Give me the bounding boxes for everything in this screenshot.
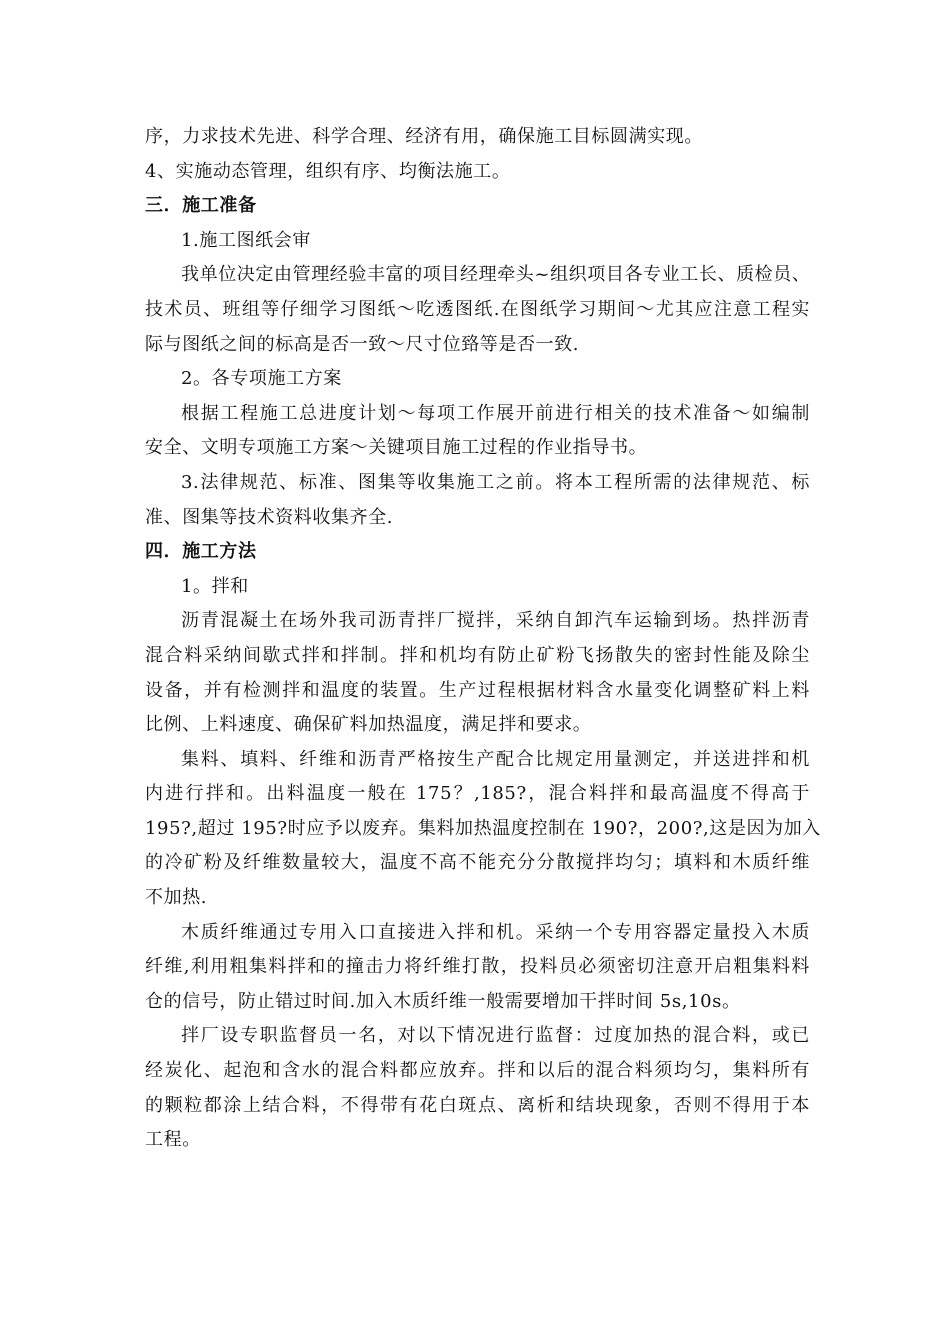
paragraph-line: 设备，并有检测拌和温度的装置。生产过程根据材料含水量变化调整矿料上料: [145, 679, 810, 701]
paragraph-line: 安全、文明专项施工方案～关键项目施工过程的作业指导书。: [145, 437, 648, 459]
paragraph-line: 际与图纸之间的标高是否一致～尺寸位臵等是否一致.: [145, 333, 580, 355]
paragraph-line: 工程。: [145, 1129, 201, 1151]
paragraph-line: 3.法律规范、标准、图集等收集施工之前。将本工程所需的法律规范、标: [181, 471, 810, 493]
paragraph-line: 集料、填料、纤维和沥青严格按生产配合比规定用量测定，并送进拌和机: [181, 748, 810, 770]
subsection-title: 2。各专项施工方案: [181, 368, 342, 390]
paragraph-line: 纤维,利用粗集料拌和的撞击力将纤维打散，投料员必须密切注意开启粗集料料: [145, 956, 810, 978]
paragraph-line: 沥青混凝土在场外我司沥青拌厂搅拌，采纳自卸汽车运输到场。热拌沥青: [181, 610, 810, 632]
paragraph-line: 仓的信号，防止错过时间.加入木质纤维一般需要增加干拌时间 5s,10s。: [145, 990, 741, 1012]
paragraph-line: 比例、上料速度、确保矿料加热温度，满足拌和要求。: [145, 714, 592, 736]
paragraph-line: 的冷矿粉及纤维数量较大，温度不高不能充分分散搅拌均匀；填料和木质纤维: [145, 852, 810, 874]
paragraph-line: 准、图集等技术资料收集齐全.: [145, 506, 394, 528]
subsection-title: 1.施工图纸会审: [181, 229, 311, 251]
paragraph-line: 根据工程施工总进度计划～每项工作展开前进行相关的技术准备～如编制: [181, 402, 810, 424]
paragraph-line: 195?,超过 195?时应予以废弃。集料加热温度控制在 190?，200?,这是因为加入: [145, 817, 821, 839]
paragraph-line: 内进行拌和。出料温度一般在 175？,185?，混合料拌和最高温度不得高于: [145, 783, 810, 805]
paragraph-line: 技术员、班组等仔细学习图纸～吃透图纸.在图纸学习期间～尤其应注意工程实: [145, 298, 810, 320]
section-heading: 四．施工方法: [145, 541, 257, 563]
paragraph-line: 木质纤维通过专用入口直接进入拌和机。采纳一个专用容器定量投入木质: [181, 921, 810, 943]
list-item: 4、实施动态管理，组织有序、均衡法施工。: [145, 160, 511, 182]
paragraph-line: 经炭化、起泡和含水的混合料都应放弃。拌和以后的混合料须均匀，集料所有: [145, 1060, 810, 1082]
paragraph-line: 的颗粒都涂上结合料，不得带有花白斑点、离析和结块现象，否则不得用于本: [145, 1094, 810, 1116]
paragraph-line: 序，力求技术先进、科学合理、经济有用，确保施工目标圆满实现。: [145, 126, 703, 147]
paragraph-line: 我单位决定由管理经验丰富的项目经理牵头~组织项目各专业工长、质检员、: [181, 264, 811, 286]
paragraph-line: 混合料采纳间歇式拌和拌制。拌和机均有防止矿粉飞扬散失的密封性能及除尘: [145, 644, 810, 666]
subsection-title: 1。拌和: [181, 575, 249, 597]
section-heading: 三．施工准备: [145, 195, 257, 217]
paragraph-line: 拌厂设专职监督员一名，对以下情况进行监督：过度加热的混合料，或已: [181, 1025, 810, 1047]
paragraph-line: 不加热.: [145, 887, 208, 909]
document-page: [145, 120, 821, 1158]
